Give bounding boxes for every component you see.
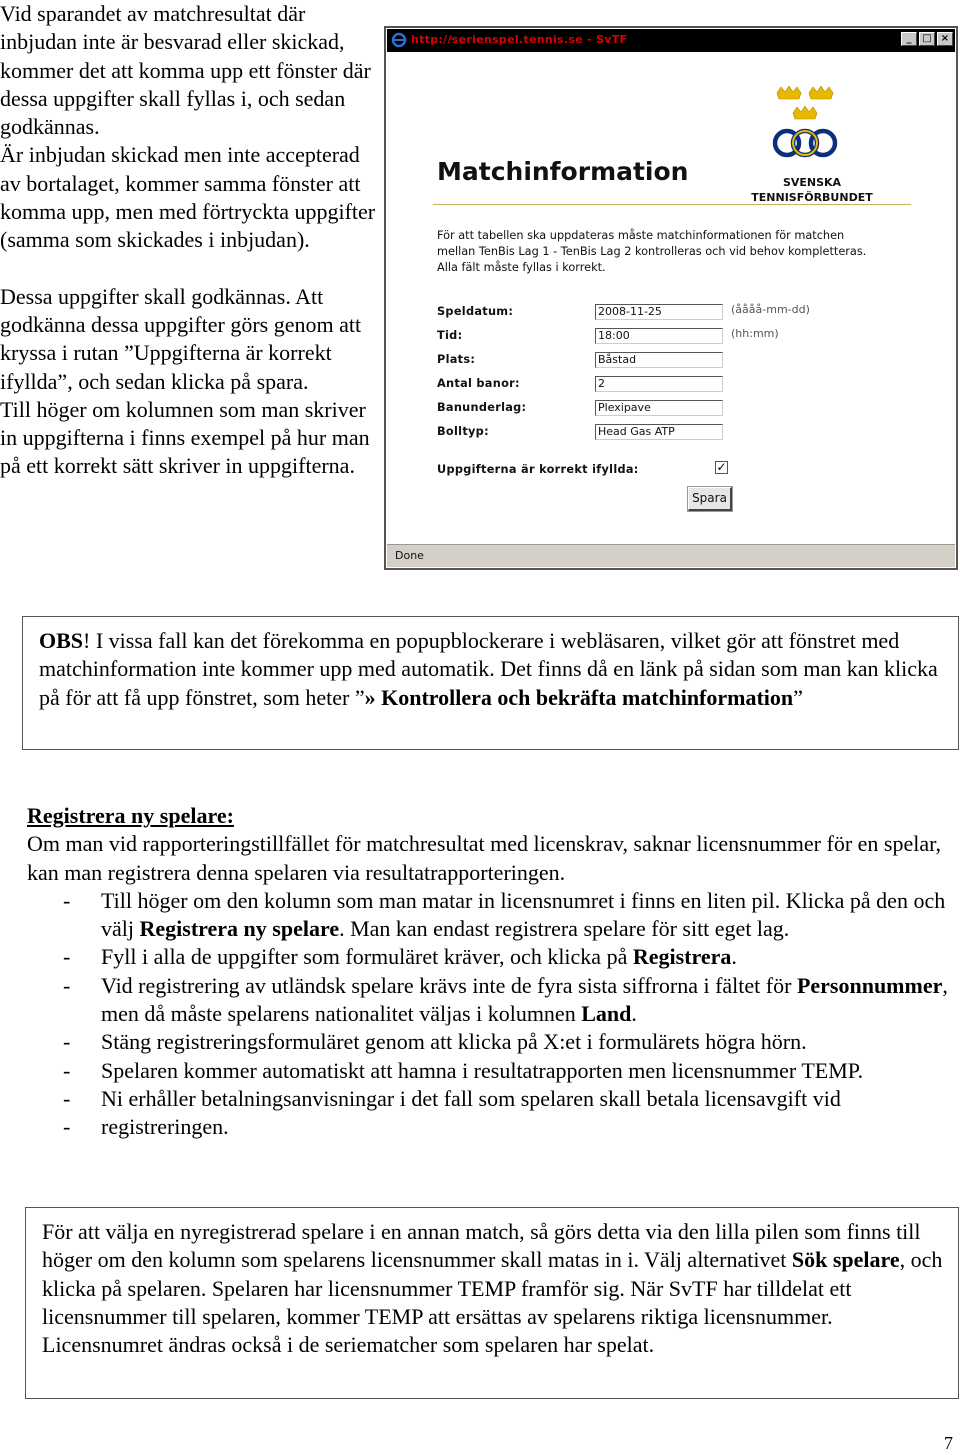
register-section: [27, 802, 957, 1142]
info-box: [25, 1207, 959, 1399]
field-label: Bolltyp:: [437, 425, 489, 438]
field-input[interactable]: 2008-11-25: [595, 304, 723, 320]
bullet-dash: -: [63, 1114, 71, 1140]
register-steps: [27, 887, 957, 1142]
field-input[interactable]: 2: [595, 376, 723, 392]
obs-text: OBS! I vissa fall kan det förekomma en popupblockerare i webläsaren, vilket gör att fönstret med matchinformation inte kommer upp med automatik. Det finns då en länk på sidan som man kan klicka på för att få upp fönstret, som heter ”» Kontrollera och bekräfta matchinformation”: [39, 628, 938, 710]
intro-paragraph-4: Till höger om kolumnen som man skriver in uppgifterna i finns exempel på hur man på ett korrekt sätt skriver in uppgifterna.: [0, 396, 370, 479]
bullet-dash: -: [63, 972, 71, 998]
register-step: - Ni erhåller betalningsanvisningar i det fall som spelaren skall betala licensavgift vid: [27, 1085, 957, 1113]
intro-paragraph-3: Dessa uppgifter skall godkännas. Att godkänna dessa uppgifter görs genom att kryssa i rutan ”Uppgifterna är korrekt ifyllda”, och sedan klicka på spara.: [0, 283, 362, 394]
page-title: Matchinformation: [437, 157, 689, 186]
confirm-label: Uppgifterna är korrekt ifyllda:: [437, 463, 639, 476]
description: För att tabellen ska uppdateras måste matchinformationen för matchen mellan TenBis Lag 1 - TenBis Lag 2 kontrolleras och vid behov kompletteras. Alla fält måste fyllas i korrekt.: [437, 229, 867, 274]
register-step: - Till höger om den kolumn som man matar in licensnumret i finns en liten pil. Klicka på den och välj Registrera ny spelare. Man kan endast registrera spelare för sitt eget lag.: [63, 887, 946, 942]
register-step: - Vid registrering av utländsk spelare krävs inte de fyra sista siffrorna i fältet för Personnummer, men då måste spelarens nationalitet väljas i kolumnen Land.: [63, 972, 948, 1027]
intro-text: [0, 0, 382, 481]
register-heading: Registrera ny spelare:: [27, 803, 234, 828]
field-input[interactable]: Head Gas ATP: [595, 424, 723, 440]
register-step: - Fyll i alla de uppgifter som formuläret kräver, och klicka på Registrera.: [27, 943, 957, 971]
bullet-dash: -: [63, 1057, 71, 1083]
matchinfo-window: [384, 26, 958, 570]
maximize-icon[interactable]: □: [919, 32, 935, 46]
field-hint: (hh:mm): [731, 327, 779, 340]
field-label: Banunderlag:: [437, 401, 527, 414]
field-input[interactable]: Plexipave: [595, 400, 723, 416]
field-hint: (åååå-mm-dd): [731, 303, 810, 316]
minimize-icon[interactable]: _: [901, 32, 917, 46]
register-step: - Stäng registreringsformuläret genom att klicka på X:et i formulärets högra hörn.: [27, 1028, 957, 1056]
register-step: - registreringen.: [27, 1113, 957, 1141]
window-titlebar: [387, 29, 955, 52]
bullet-dash: -: [63, 887, 71, 913]
confirm-checkbox[interactable]: ✓: [716, 460, 727, 474]
status-bar: [387, 544, 955, 567]
window-url: http://serienspel.tennis.se - SvTF: [411, 33, 628, 46]
field-label: Antal banor:: [437, 377, 520, 390]
register-step: - Spelaren kommer automatiskt att hamna i resultatrapporten men licensnummer TEMP.: [27, 1057, 957, 1085]
svtf-logo: [751, 83, 873, 207]
browser-icon: [391, 32, 407, 48]
intro-paragraph-1: Vid sparandet av matchresultat där inbjudan inte är besvarad eller skickad, kommer det att komma upp ett fönster där dessa uppgifter skall fyllas i, och sedan godkännas.: [0, 1, 371, 140]
status-text: Done: [395, 549, 424, 562]
register-intro: Om man vid rapporteringstillfället för matchresultat med licenskrav, saknar licensnummer för en spelar, kan man registrera denna spelaren via resultatrapporteringen.: [27, 831, 942, 885]
field-input[interactable]: Båstad: [595, 352, 723, 368]
info-text: För att välja en nyregistrerad spelare i en annan match, så görs detta via den lilla pilen som finns till höger om den kolumn som spelarens licensnummer skall matas in i. Välj alternativet Sök spelare, och klicka på spelaren. Spelaren har licensnummer TEMP framför sig. När SvTF har tilldelat ett licensnummer till spelaren, kommer TEMP att ersättas av spelarens riktiga licensnummer. Licensnumret ändras också i de seriematcher som spelaren har spelat.: [42, 1219, 943, 1358]
field-input[interactable]: 18:00: [595, 328, 723, 344]
field-label: Plats:: [437, 353, 476, 366]
field-label: Tid:: [437, 329, 463, 342]
bullet-dash: -: [63, 1085, 71, 1111]
field-label: Speldatum:: [437, 305, 514, 318]
close-icon[interactable]: ×: [937, 32, 953, 46]
bullet-dash: -: [63, 1029, 71, 1055]
bullet-dash: -: [63, 944, 71, 970]
save-button[interactable]: Spara: [688, 487, 732, 511]
logo-text: SVENSKA TENNISFÖRBUNDET: [751, 176, 873, 204]
window-content: [387, 53, 955, 544]
obs-box: [22, 616, 959, 750]
intro-paragraph-2: Är inbjudan skickad men inte accepterad av bortalaget, kommer samma fönster att komma upp, men med förtryckta uppgifter (samma som skickades i inbjudan).: [0, 142, 376, 253]
page-number: 7: [944, 1433, 953, 1453]
crowns-rings-icon: [763, 83, 863, 173]
